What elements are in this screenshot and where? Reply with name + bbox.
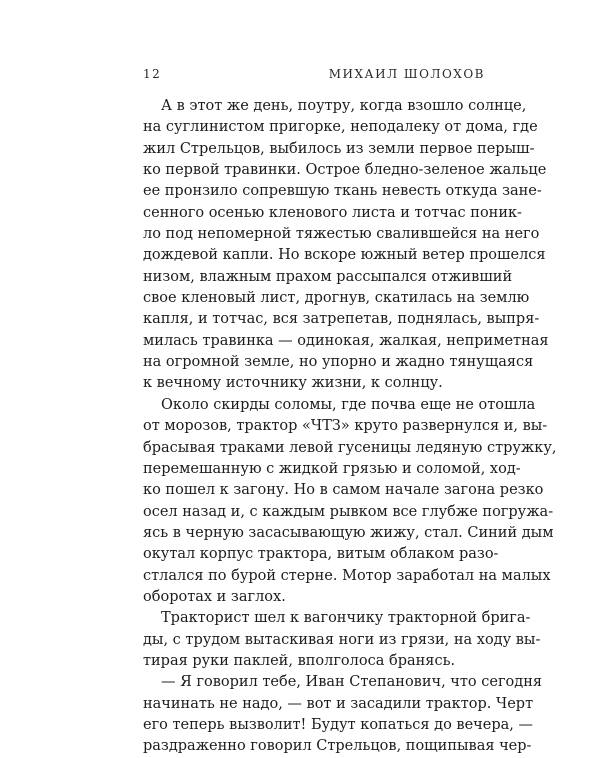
text-line: сенного осенью кленового листа и тотчас поник- xyxy=(143,204,522,221)
text-line: оборотах и заглох. xyxy=(143,588,286,605)
text-line: ды, с трудом вытаскивая ноги из грязи, на ходу вы- xyxy=(143,631,541,648)
page-header xyxy=(143,67,485,85)
text-line: ее пронзило сопревшую ткань невесть откуда зане- xyxy=(143,183,542,200)
text-line: на огромной земле, но упорно и жадно тянущаяся xyxy=(143,354,534,371)
text-line: к вечному источнику жизни, к солнцу. xyxy=(143,375,443,392)
text-line: жил Стрельцов, выбилось из земли первое перыш- xyxy=(143,140,535,157)
text-line: дождевой капли. Но вскоре южный ветер прошелся xyxy=(143,247,546,264)
text-line: брасывая траками левой гусеницы ледяную стружку, xyxy=(143,439,557,456)
text-line: ко пошел к загону. Но в самом начале загона резко xyxy=(143,482,544,499)
text-line: А в этот же день, поутру, когда взошло солнце, xyxy=(161,98,527,114)
text-line: его теперь вызволит! Будут копаться до вечера, — xyxy=(143,716,533,733)
text-line: раздраженно говорил Стрельцов, пощипывая чер- xyxy=(143,738,532,755)
text-line: тирая руки паклей, вполголоса бранясь. xyxy=(143,652,456,669)
text-line: ло под непомерной тяжестью свалившейся на него xyxy=(143,226,540,243)
text-line: ясь в черную засасывающую жижу, стал. Синий дым xyxy=(143,524,554,541)
body-text xyxy=(143,96,557,758)
text-line: ко первой травинки. Острое бледно-зеленое жальце xyxy=(143,162,547,179)
text-line: начинать не надо, — вот и засадили трактор. Черт xyxy=(143,695,534,712)
text-line: Тракторист шел к вагончику тракторной брига- xyxy=(161,610,531,627)
text-line: осел назад и, с каждым рывком все глубже погружа- xyxy=(143,503,554,520)
text-line: Около скирды соломы, где почва еще не отошла xyxy=(161,396,536,413)
text-line: стлался по бурой стерне. Мотор заработал на малых xyxy=(143,567,551,584)
text-line: на суглинистом пригорке, неподалеку от дома, где xyxy=(143,119,538,136)
text-line: — Я говорил тебе, Иван Степанович, что сегодня xyxy=(161,674,543,691)
page-number: 12 xyxy=(143,67,162,81)
text-line: капля, и тотчас, вся затрепетав, поднялась, выпря- xyxy=(143,311,540,328)
running-title: МИХАИЛ ШОЛОХОВ xyxy=(328,67,485,81)
text-line: перемешанную с жидкой грязью и соломой, ход- xyxy=(143,460,521,477)
text-line: милась травинка — одинокая, жалкая, неприметная xyxy=(143,332,549,349)
text-line: низом, влажным прахом рассыпался отживший xyxy=(143,268,513,285)
text-line: свое кленовый лист, дрогнув, скатилась на землю xyxy=(143,290,530,307)
text-line: окутал корпус трактора, витым облаком разо- xyxy=(143,546,499,563)
text-line: от морозов, трактор «ЧТЗ» круто развернулся и, вы- xyxy=(143,418,548,435)
